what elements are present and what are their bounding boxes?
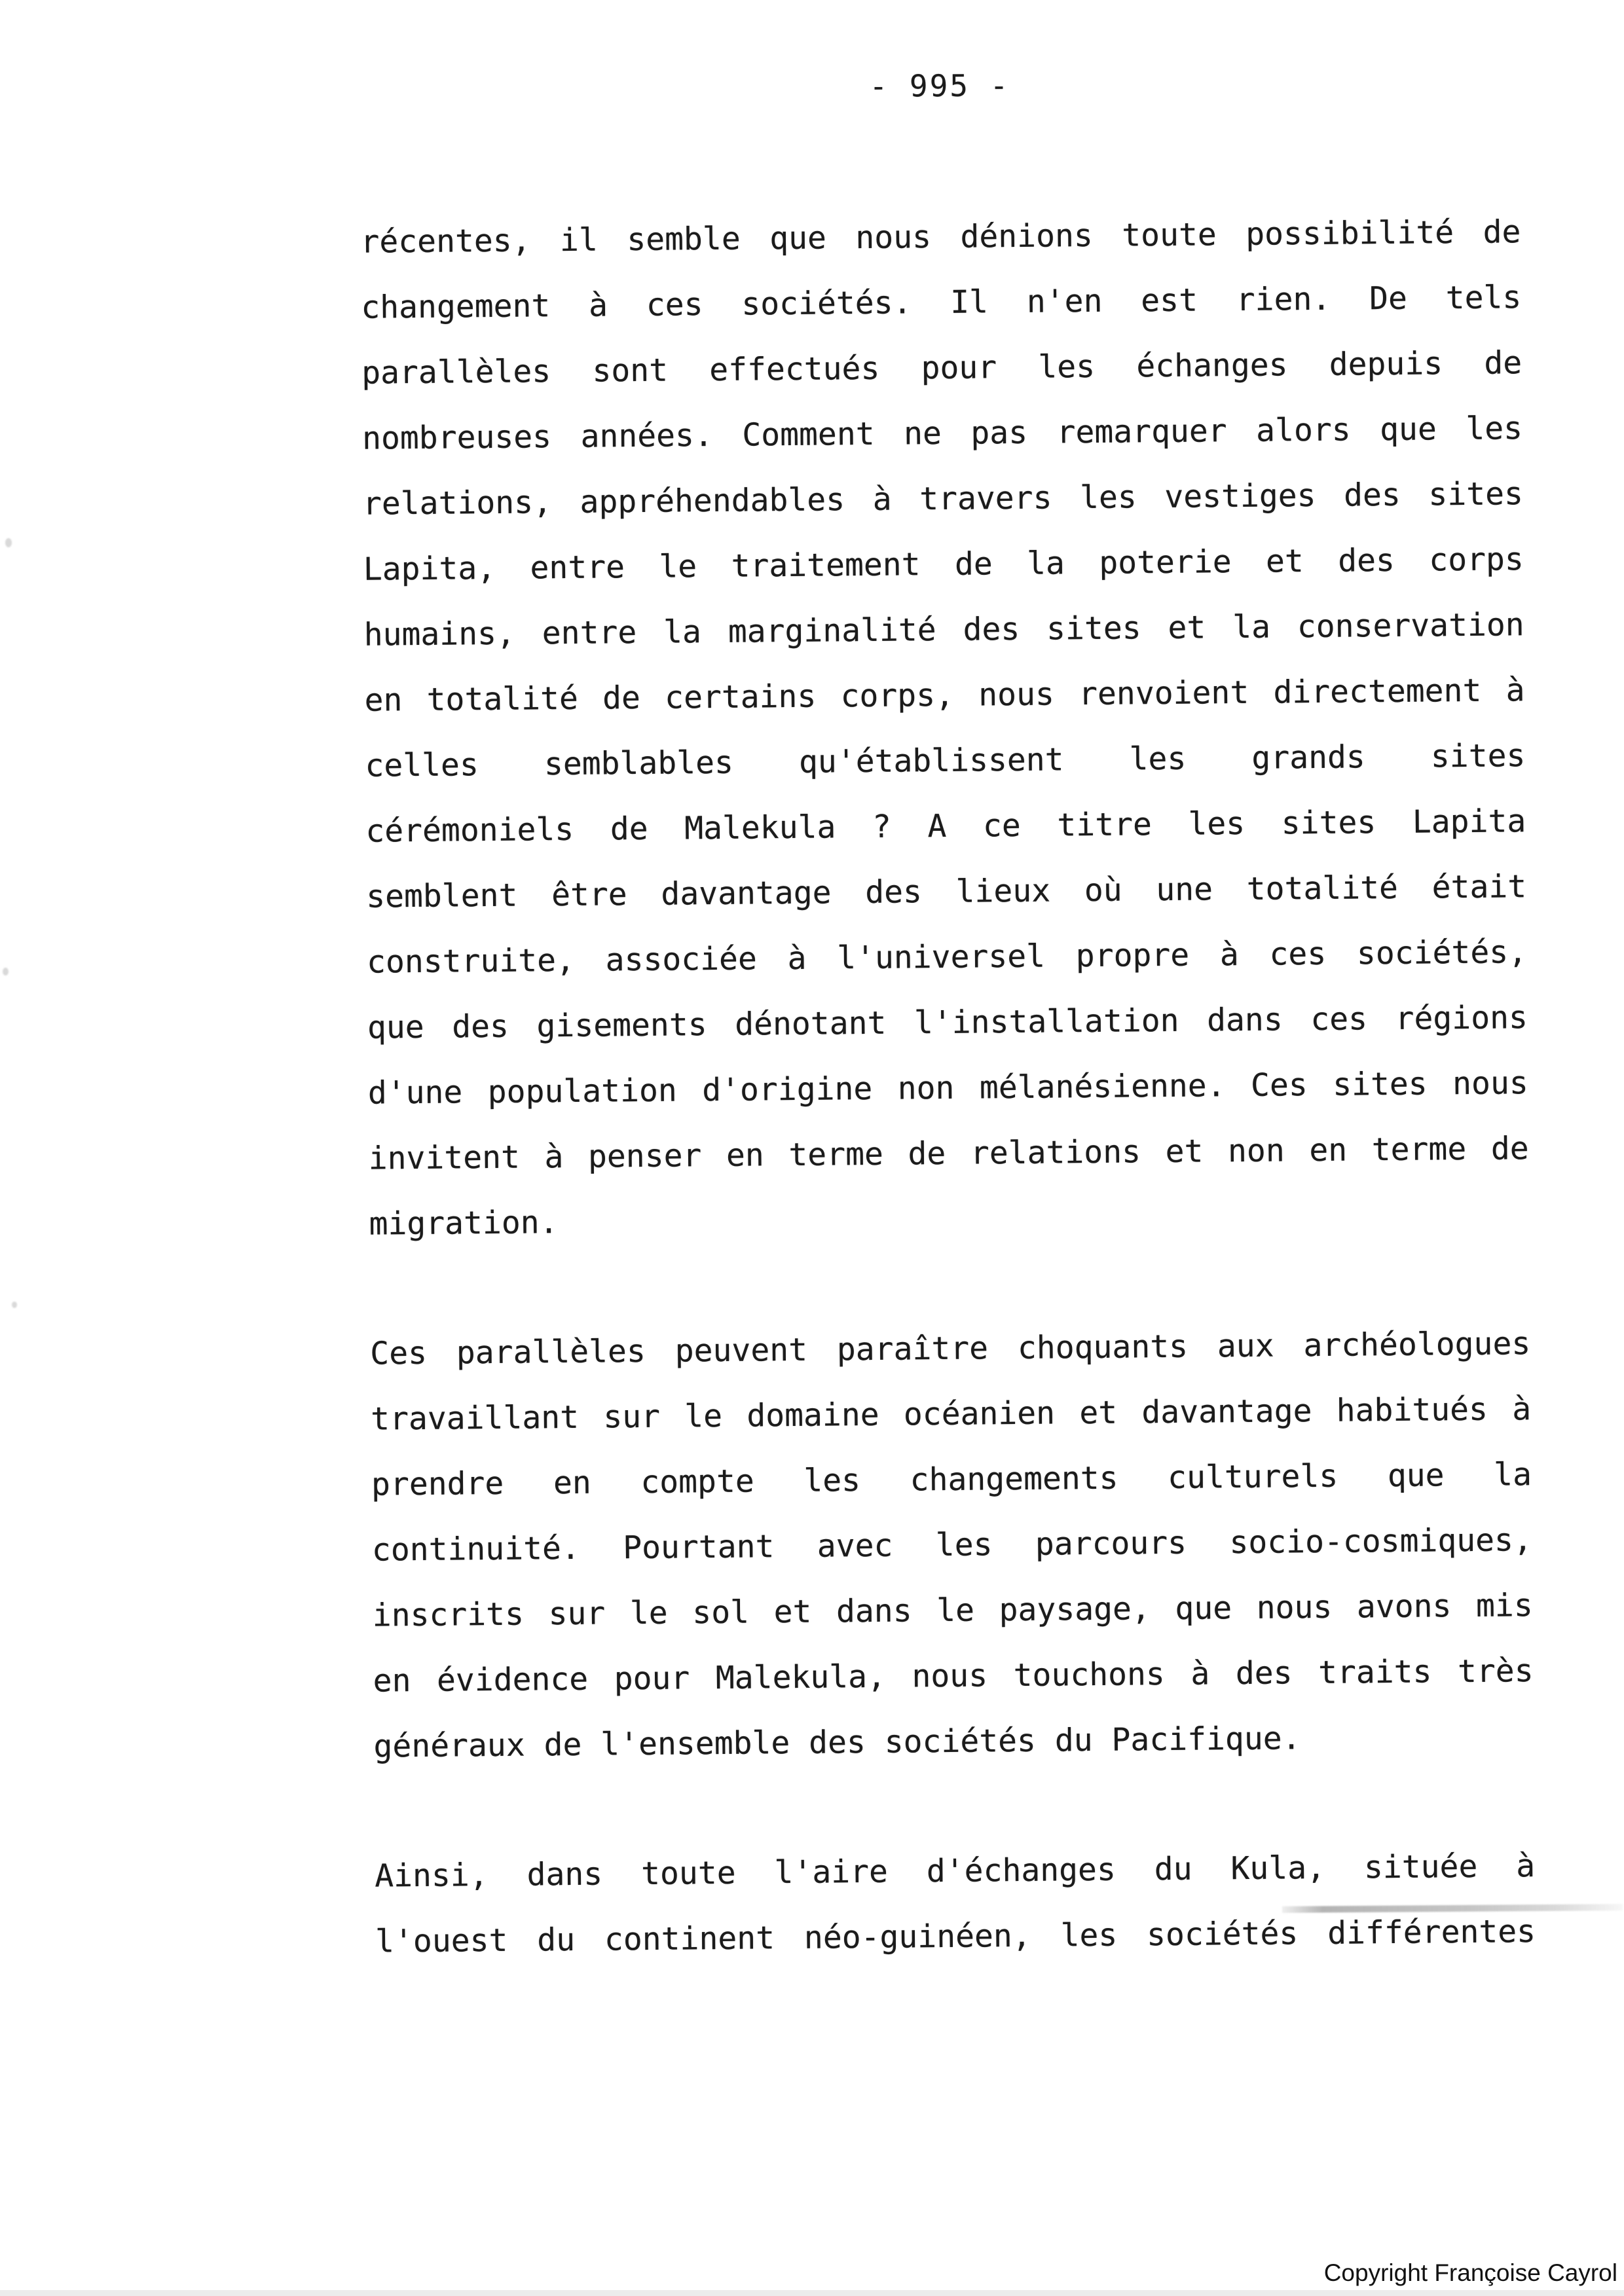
text-line: en évidence pour Malekula, nous touchons à des traits très	[373, 1652, 1534, 1700]
text-line: invitent à penser en terme de relations et non en terme de	[368, 1130, 1529, 1177]
paragraph	[375, 1833, 1536, 1974]
text-line: Ces parallèles peuvent paraître choquants aux archéologues	[370, 1325, 1531, 1372]
text-line: construite, associée à l'universel propre à ces sociétés,	[366, 934, 1528, 981]
text-line: l'ouest du continent néo-guinéen, les sociétés différentes	[375, 1913, 1536, 1960]
text-line: Ainsi, dans toute l'aire d'échanges du Kula, située à	[375, 1848, 1536, 1895]
bottom-edge-bar	[0, 2290, 1624, 2296]
copyright-text: Copyright Françoise Cayrol	[1323, 2259, 1617, 2286]
text-line: cérémoniels de Malekula ? A ce titre les sites Lapita	[365, 803, 1526, 850]
text-line: prendre en compte les changements culturels que la	[371, 1456, 1532, 1503]
text-line: d'une population d'origine non mélanésienne. Ces sites nous	[367, 1065, 1528, 1112]
text-line: changement à ces sociétés. Il n'en est rien. De tels	[361, 279, 1522, 326]
text-line: en totalité de certains corps, nous renvoient directement à	[364, 672, 1525, 719]
text-line: généraux de l'ensemble des sociétés du Pacifique.	[373, 1720, 1301, 1765]
text-line: celles semblables qu'établissent les grands sites	[365, 737, 1526, 784]
text-line: récentes, il semble que nous dénions toute possibilité de	[360, 213, 1521, 261]
paragraph	[360, 199, 1530, 1256]
text-line: humains, entre la marginalité des sites et la conservation	[363, 606, 1524, 653]
text-line: Lapita, entre le traitement de la poterie et des corps	[363, 541, 1524, 588]
text-line: travaillant sur le domaine océanien et davantage habitués à	[370, 1391, 1532, 1438]
text-line: continuité. Pourtant avec les parcours socio-cosmiques,	[371, 1522, 1533, 1569]
text-line: semblent être davantage des lieux où une totalité était	[365, 868, 1527, 915]
text-line: migration.	[369, 1204, 559, 1243]
scan-speck	[3, 968, 9, 975]
scan-speck	[5, 538, 12, 547]
text-line: que des gisements dénotant l'installation dans ces régions	[367, 999, 1528, 1046]
text-line: inscrits sur le sol et dans le paysage, que nous avons mis	[372, 1587, 1533, 1634]
paragraph	[370, 1311, 1534, 1779]
scan-speck	[12, 1302, 17, 1308]
page-number: - 995 -	[869, 67, 1010, 104]
body-text	[360, 199, 1536, 2038]
text-line: parallèles sont effectués pour les échanges depuis de	[361, 344, 1522, 392]
text-line: relations, appréhendables à travers les vestiges des sites	[362, 475, 1524, 522]
text-line: nombreuses années. Comment ne pas remarquer alors que les	[361, 410, 1523, 457]
